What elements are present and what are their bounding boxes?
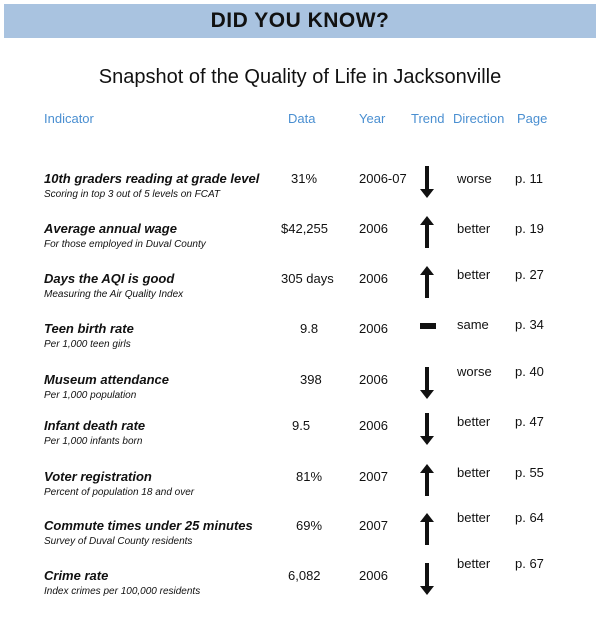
table-row — [0, 465, 600, 517]
page-reference: p. 27 — [515, 267, 544, 282]
indicator-title: Crime rate — [44, 568, 109, 583]
direction-value: same — [457, 317, 489, 332]
indicator-subtitle: Measuring the Air Quality Index — [44, 289, 184, 300]
indicator-subtitle: Per 1,000 teen girls — [44, 339, 131, 350]
page-reference: p. 11 — [515, 171, 543, 186]
indicator-subtitle: Index crimes per 100,000 residents — [44, 586, 201, 597]
year-value: 2007 — [359, 469, 388, 484]
header-direction: Direction — [453, 111, 505, 126]
data-value: 9.8 — [300, 321, 319, 336]
page-title: Snapshot of the Quality of Life in Jacksonville — [98, 66, 502, 88]
data-value: 398 — [300, 372, 322, 387]
page-reference: p. 47 — [515, 414, 544, 429]
data-value: $42,255 — [281, 221, 328, 236]
direction-value: better — [457, 510, 491, 525]
arrow-up-icon — [419, 512, 435, 546]
indicator-title: Commute times under 25 minutes — [44, 518, 253, 533]
arrow-down-icon — [419, 412, 435, 446]
direction-value: worse — [457, 171, 492, 186]
year-value: 2006 — [359, 418, 388, 433]
header-data: Data — [288, 111, 316, 126]
direction-value: better — [457, 465, 491, 480]
direction-value: better — [457, 267, 491, 282]
page-reference: p. 40 — [515, 364, 544, 379]
page-reference: p. 64 — [515, 510, 544, 525]
year-value: 2006-07 — [359, 171, 407, 186]
year-value: 2006 — [359, 271, 388, 286]
year-value: 2006 — [359, 221, 388, 236]
indicator-title: Museum attendance — [44, 372, 169, 387]
direction-value: better — [457, 414, 491, 429]
dash-icon — [420, 323, 436, 329]
arrow-up-icon — [419, 463, 435, 497]
data-value: 6,082 — [288, 568, 321, 583]
data-value: 9.5 — [292, 418, 311, 433]
page-reference: p. 19 — [515, 221, 544, 236]
year-value: 2006 — [359, 372, 388, 387]
table-row — [0, 414, 600, 466]
data-value: 69% — [296, 518, 323, 533]
indicator-subtitle: For those employed in Duval County — [44, 239, 206, 250]
arrow-up-icon — [419, 215, 435, 249]
indicator-title: Teen birth rate — [44, 321, 134, 336]
data-value: 81% — [296, 469, 323, 484]
arrow-up-icon — [419, 265, 435, 299]
indicator-subtitle: Percent of population 18 and over — [44, 487, 195, 498]
table-row — [0, 364, 600, 420]
indicator-title: 10th graders reading at grade level — [44, 171, 260, 186]
arrow-down-icon — [419, 165, 435, 199]
year-value: 2006 — [359, 321, 388, 336]
page-reference: p. 55 — [515, 465, 544, 480]
table-row — [0, 267, 600, 319]
table-row — [0, 171, 600, 219]
arrow-down-icon — [419, 366, 435, 400]
did-you-know-banner — [4, 4, 596, 38]
banner-title: DID YOU KNOW? — [210, 9, 390, 32]
indicator-subtitle: Per 1,000 population — [44, 390, 137, 401]
direction-value: better — [457, 221, 491, 236]
page-reference: p. 34 — [515, 317, 544, 332]
indicator-subtitle: Survey of Duval County residents — [44, 536, 193, 547]
table-row — [0, 317, 600, 369]
indicator-subtitle: Per 1,000 infants born — [44, 436, 143, 447]
table-row — [0, 221, 600, 269]
indicator-subtitle: Scoring in top 3 out of 5 levels on FCAT — [44, 189, 221, 200]
indicator-title: Infant death rate — [44, 418, 146, 433]
header-year: Year — [359, 111, 386, 126]
table-row — [0, 556, 600, 616]
data-value: 31% — [291, 171, 318, 186]
page-reference: p. 67 — [515, 556, 544, 571]
arrow-down-icon — [419, 562, 435, 596]
table-row — [0, 510, 600, 566]
indicator-title: Average annual wage — [44, 221, 177, 236]
indicator-title: Voter registration — [44, 469, 152, 484]
direction-value: better — [457, 556, 491, 571]
indicator-title: Days the AQI is good — [44, 271, 175, 286]
year-value: 2006 — [359, 568, 388, 583]
header-indicator: Indicator — [44, 111, 94, 126]
header-page: Page — [517, 111, 548, 126]
header-trend: Trend — [411, 111, 445, 126]
year-value: 2007 — [359, 518, 388, 533]
direction-value: worse — [457, 364, 492, 379]
data-value: 305 days — [281, 271, 334, 286]
